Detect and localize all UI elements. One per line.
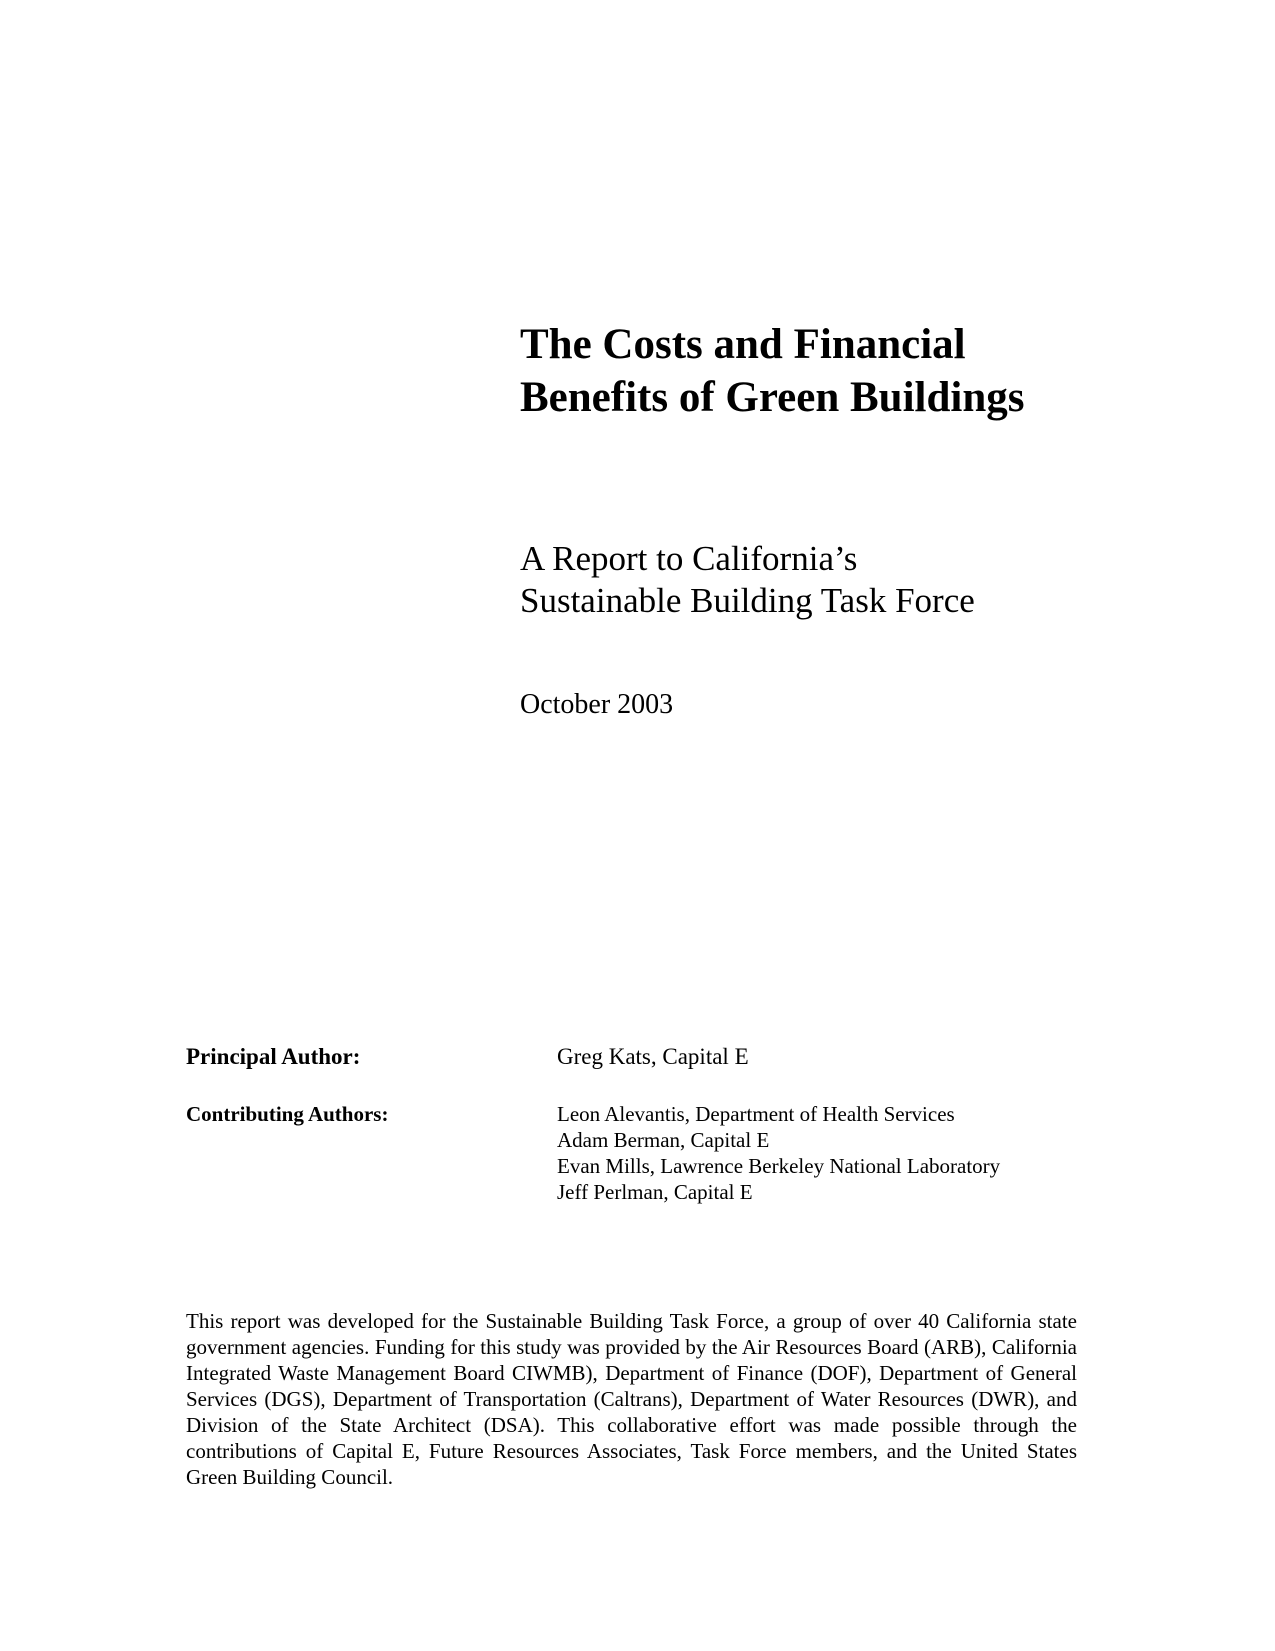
contributing-authors-label: Contributing Authors: (186, 1102, 389, 1126)
report-funding-note: This report was developed for the Sustainable Building Task Force, a group of over 40 California state government agencies. Funding for this study was provided by the Air Resources Board (ARB), California Integrated Waste Management Board CIWMB), Department of Finance (DOF), Department of General Services (DGS), Department of Transportation (Caltrans), Department of Water Resources (DWR), and Division of the State Architect (DSA). This collaborative effort was made possible through the contributions of Capital E, Future Resources Associates, Task Force members, and the United States Green Building Council. (186, 1309, 1077, 1489)
contributing-author: Leon Alevantis, Department of Health Services (557, 1102, 955, 1126)
report-subtitle-line-2: Sustainable Building Task Force (520, 581, 975, 620)
report-date: October 2003 (520, 689, 674, 720)
contributing-author: Jeff Perlman, Capital E (557, 1180, 753, 1204)
principal-author-label: Principal Author: (186, 1044, 361, 1069)
report-title-line-1: The Costs and Financial (520, 321, 966, 368)
report-title-line-2: Benefits of Green Buildings (520, 374, 1025, 421)
contributing-author: Evan Mills, Lawrence Berkeley National Laboratory (557, 1154, 1001, 1178)
report-subtitle-line-1: A Report to California’s (520, 539, 858, 578)
report-subtitle (520, 538, 1220, 622)
principal-author-name: Greg Kats, Capital E (557, 1044, 749, 1069)
contributing-authors-list (557, 1101, 1000, 1205)
contributing-author: Adam Berman, Capital E (557, 1128, 770, 1152)
report-title (520, 318, 1220, 424)
